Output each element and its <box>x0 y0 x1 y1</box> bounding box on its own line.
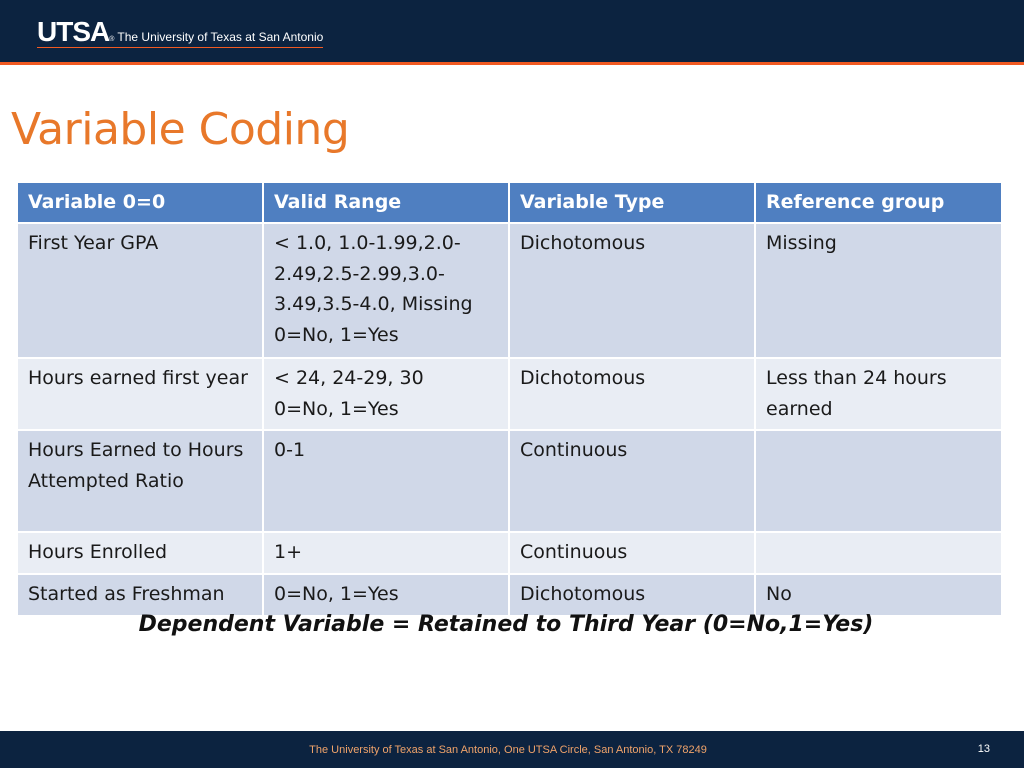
cell-type: Continuous <box>510 533 754 573</box>
column-header: Reference group <box>756 183 1001 222</box>
table-row <box>18 533 1001 573</box>
cell-reference: No <box>756 575 1001 615</box>
range-line: 0=No, 1=Yes <box>274 583 399 605</box>
dependent-variable-note: Dependent Variable = Retained to Third Year (0=No,1=Yes) <box>138 612 874 637</box>
range-line: 0=No, 1=Yes <box>274 397 399 420</box>
cell-variable: Started as Freshman <box>18 575 262 615</box>
cell-reference: Missing <box>756 224 1001 357</box>
cell-type: Continuous <box>510 431 754 531</box>
table-row <box>18 224 1001 357</box>
table-row <box>18 359 1001 429</box>
range-line: 3.49,3.5-4.0, Missing <box>274 293 473 315</box>
cell-type: Dichotomous <box>510 575 754 615</box>
logo-registered-mark: ® <box>109 36 115 43</box>
variable-coding-table <box>16 181 1003 617</box>
cell-variable: Hours Earned to Hours Attempted Ratio <box>18 431 262 531</box>
range-line: 0=No, 1=Yes <box>274 323 399 346</box>
header-bar <box>0 0 1024 65</box>
table-header-row <box>18 183 1001 222</box>
column-header: Variable Type <box>510 183 754 222</box>
range-line: 0-1 <box>274 439 306 461</box>
cell-range <box>264 431 508 531</box>
table-row <box>18 431 1001 531</box>
cell-reference <box>756 431 1001 531</box>
footer-address: The University of Texas at San Antonio, One UTSA Circle, San Antonio, TX 78249 <box>309 744 707 756</box>
cell-type: Dichotomous <box>510 224 754 357</box>
column-header: Valid Range <box>264 183 508 222</box>
slide-title: Variable Coding <box>11 104 350 155</box>
cell-type: Dichotomous <box>510 359 754 429</box>
range-line: 2.49,2.5-2.99,3.0- <box>274 262 445 285</box>
table-row <box>18 575 1001 615</box>
cell-variable: First Year GPA <box>18 224 262 357</box>
cell-range <box>264 359 508 429</box>
cell-range <box>264 533 508 573</box>
cell-range <box>264 224 508 357</box>
cell-range <box>264 575 508 615</box>
column-header: Variable 0=0 <box>18 183 262 222</box>
slide-number: 13 <box>977 743 990 755</box>
cell-reference: Less than 24 hours earned <box>756 359 1001 429</box>
cell-reference <box>756 533 1001 573</box>
range-line: 1+ <box>274 541 303 563</box>
cell-variable: Hours earned first year <box>18 359 262 429</box>
range-line: < 1.0, 1.0-1.99,2.0- <box>274 232 461 254</box>
range-line: < 24, 24-29, 30 <box>274 367 424 389</box>
logo-text: The University of Texas at San Antonio <box>117 30 324 44</box>
footer-bar <box>0 731 1024 768</box>
cell-variable: Hours Enrolled <box>18 533 262 573</box>
logo-mark: UTSA <box>37 16 110 47</box>
utsa-logo[interactable] <box>37 13 323 48</box>
